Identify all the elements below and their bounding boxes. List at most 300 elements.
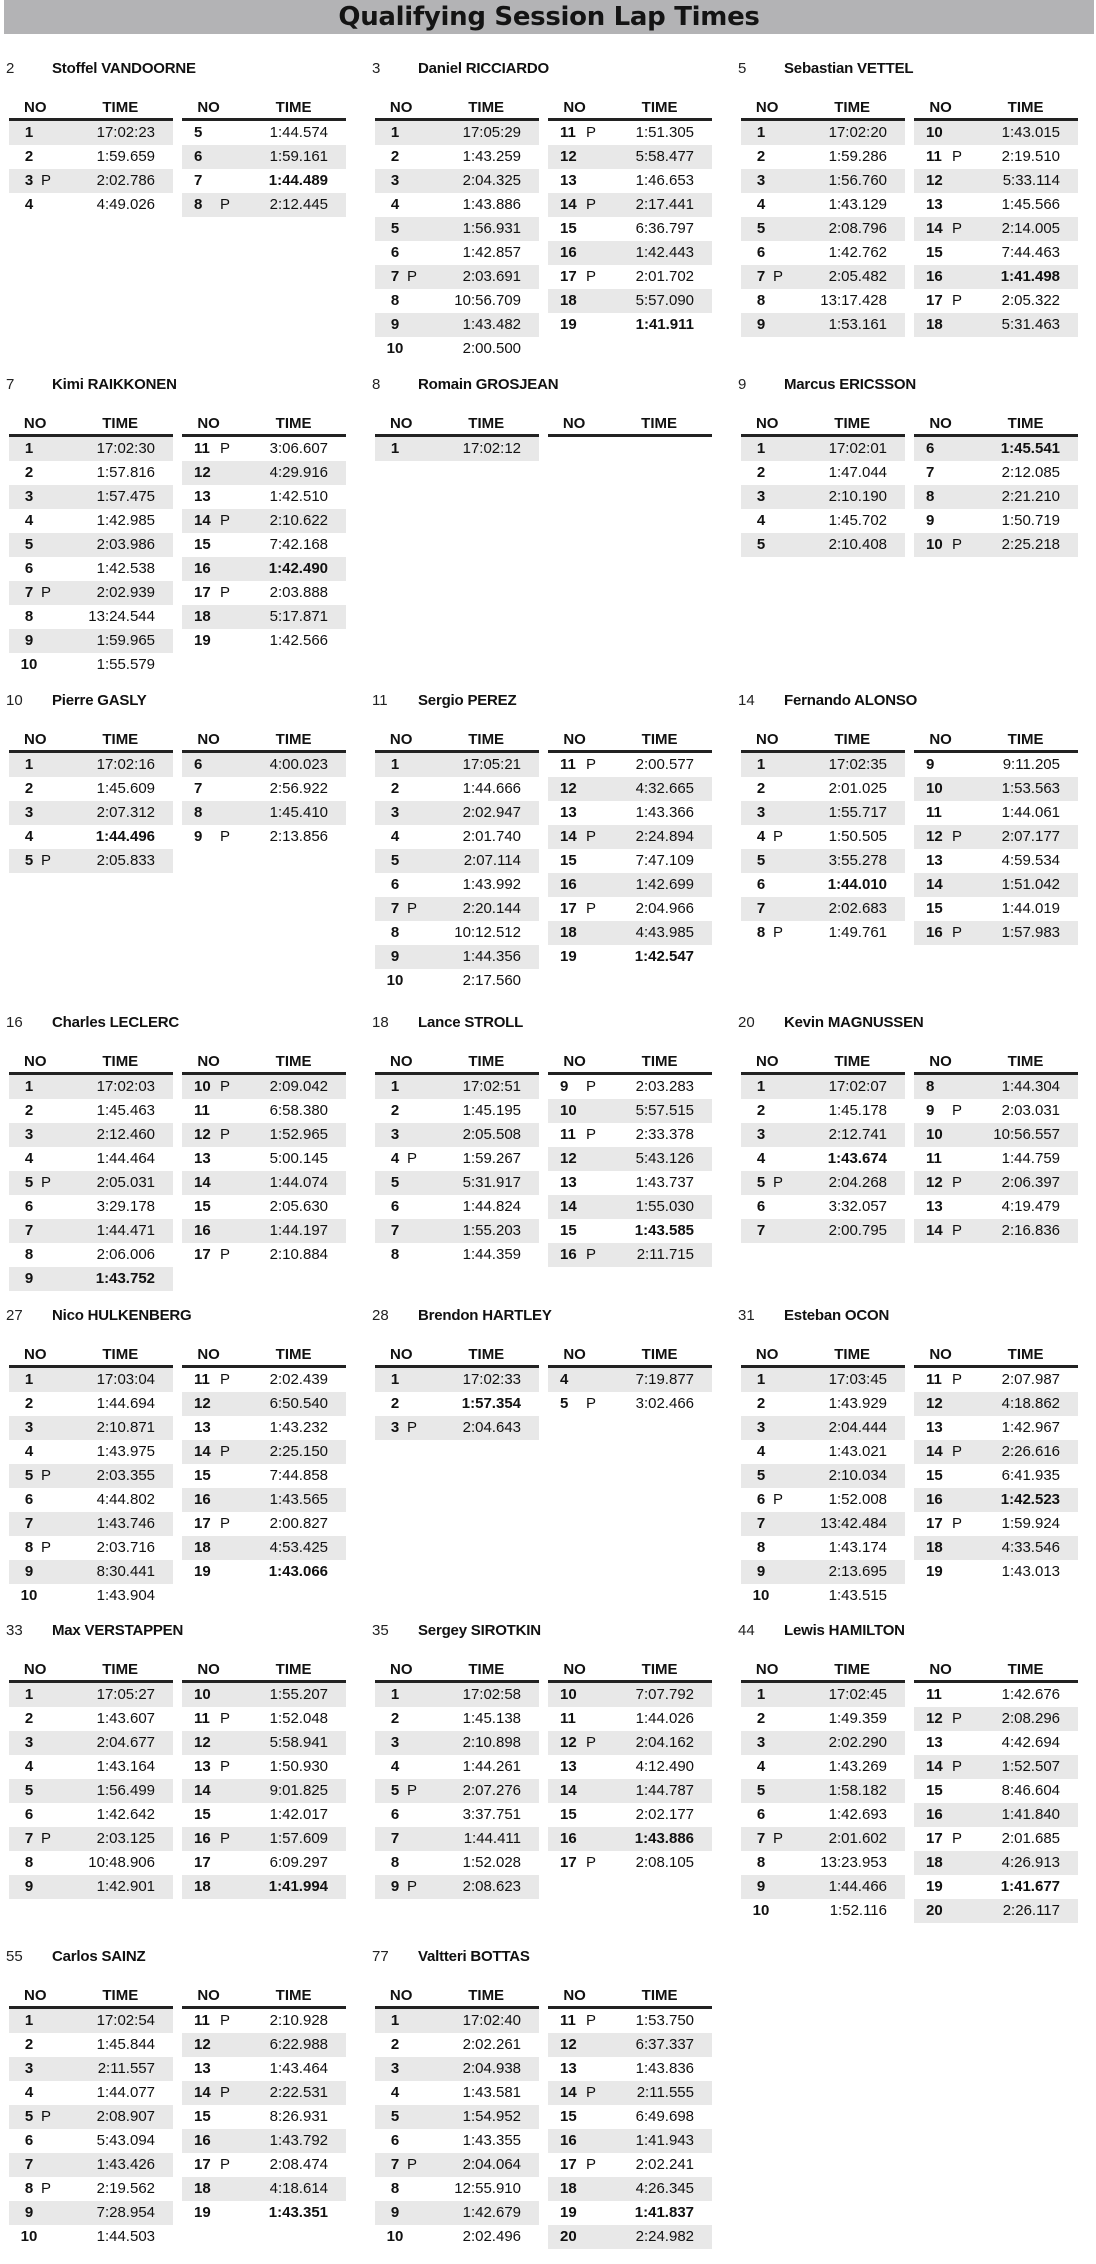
lap-row: [182, 509, 346, 533]
lap-number: 13: [560, 804, 577, 821]
pit-marker: P: [952, 1102, 963, 1119]
lap-number: 1: [390, 2012, 400, 2029]
lap-time: 1:59.267: [462, 1150, 521, 1167]
lap-time: 3:32.057: [828, 1198, 887, 1215]
lap-row: [914, 241, 1078, 265]
lap-row: [375, 436, 539, 462]
lap-row: [182, 1827, 346, 1851]
lap-time: 4:59.534: [1001, 852, 1060, 869]
lap-number: 6: [756, 244, 766, 261]
lap-number: 11: [560, 756, 576, 773]
lap-number: 10: [20, 2228, 38, 2245]
lap-number: 15: [194, 1806, 211, 1823]
lap-time: 4:19.479: [1001, 1198, 1060, 1215]
lap-time: 4:53.425: [235, 1536, 346, 1560]
lap-row: [182, 485, 346, 509]
pit-marker: P: [586, 1126, 597, 1143]
lap-table-body: [375, 1074, 539, 1268]
lap-row: [182, 533, 346, 557]
lap-row: [914, 1219, 1078, 1243]
pit-marker: P: [952, 828, 963, 845]
lap-number-cell: [375, 1707, 428, 1731]
lap-number-cell: [741, 1147, 794, 1171]
lap-row: [914, 1123, 1078, 1147]
lap-table-body: [182, 752, 346, 850]
pit-marker: P: [952, 1515, 963, 1532]
lap-number: 18: [926, 1539, 943, 1556]
lap-time: 5:57.090: [601, 289, 712, 313]
lap-number-cell: [741, 1392, 793, 1416]
lap-row: [375, 2081, 539, 2105]
lap-number-cell: [375, 1827, 428, 1851]
pit-marker: P: [773, 1491, 784, 1508]
lap-row: [182, 1707, 346, 1731]
column-header-no: NO: [914, 1658, 967, 1682]
column-header-time: TIME: [235, 1050, 346, 1074]
lap-number: 3: [24, 2060, 34, 2077]
lap-number-cell: [9, 581, 61, 605]
lap-row: [914, 1779, 1078, 1803]
lap-number-cell: [375, 2033, 427, 2057]
lap-number-cell: [182, 1074, 235, 1100]
lap-number: 5: [390, 1782, 400, 1799]
lap-time: 2:03.283: [635, 1078, 694, 1095]
lap-time: 2:11.557: [62, 2057, 173, 2081]
lap-number: 5: [24, 1467, 34, 1484]
lap-table-body: [182, 120, 346, 218]
lap-time: 6:49.698: [635, 2108, 694, 2125]
lap-row: [182, 1731, 346, 1755]
lap-table-header: [914, 1050, 1078, 1074]
lap-number-cell: [182, 2008, 235, 2034]
lap-time: 1:44.019: [1001, 900, 1060, 917]
lap-number-cell: [741, 533, 793, 557]
lap-row: [375, 2225, 539, 2249]
lap-row: [375, 1171, 539, 1195]
header-row: [182, 1984, 346, 2008]
lap-number-cell: [914, 1803, 967, 1827]
lap-time: 4:18.862: [967, 1392, 1078, 1416]
driver-name: Charles LECLERC: [52, 1014, 180, 1031]
lap-row: [9, 557, 173, 581]
lap-number: 13: [560, 1174, 577, 1191]
lap-row: [741, 1731, 905, 1755]
lap-time: 2:02.683: [794, 897, 905, 921]
lap-row: [9, 533, 173, 557]
lap-table-header: [914, 96, 1078, 120]
lap-number-cell: [375, 969, 427, 993]
lap-number: 12: [560, 148, 577, 165]
column-header-no: NO: [9, 1984, 62, 2008]
lap-number: 15: [194, 2108, 211, 2125]
lap-number: 12: [560, 2036, 577, 2053]
pit-marker: P: [586, 1734, 597, 1751]
lap-number-cell: [182, 2177, 235, 2201]
lap-number-cell: [741, 1803, 793, 1827]
lap-number: 1: [24, 2012, 34, 2029]
header-row: [182, 1343, 346, 1367]
lap-number-cell: [375, 169, 427, 193]
column-header-no: NO: [182, 728, 235, 752]
lap-row: [914, 873, 1078, 897]
lap-row: [9, 2105, 173, 2129]
lap-row: [914, 1074, 1078, 1100]
pit-marker: P: [220, 828, 231, 845]
lap-number: 14: [926, 1758, 943, 1775]
lap-number-cell: [548, 1779, 601, 1803]
lap-time: 1:44.077: [96, 2084, 155, 2101]
lap-number: 14: [560, 196, 577, 213]
lap-number: 4: [560, 1371, 569, 1388]
lap-number: 4: [756, 1758, 766, 1775]
column-header-no: NO: [375, 1658, 428, 1682]
lap-number-cell: [548, 241, 601, 265]
lap-number: 1: [756, 1686, 766, 1703]
lap-row: [375, 1803, 539, 1827]
lap-row: [914, 849, 1078, 873]
lap-time: 1:45.463: [96, 1102, 155, 1119]
lap-number-cell: [548, 1731, 601, 1755]
lap-time: 1:43.164: [96, 1758, 155, 1775]
lap-row: [914, 265, 1078, 289]
lap-number-cell: [375, 436, 427, 462]
lap-number-cell: [914, 1488, 967, 1512]
lap-number: 1: [24, 1686, 34, 1703]
lap-row: [375, 2201, 539, 2225]
lap-number: 13: [926, 1419, 943, 1436]
lap-time: 1:44.787: [601, 1779, 712, 1803]
lap-number: 3: [24, 1126, 34, 1143]
lap-table-right: [548, 1658, 712, 1875]
lap-time: 13:23.953: [820, 1854, 887, 1871]
lap-number: 17: [560, 268, 577, 285]
lap-row: [548, 2201, 712, 2225]
driver-number: 3: [372, 60, 381, 77]
lap-row: [914, 1416, 1078, 1440]
lap-time: 17:02:30: [61, 436, 173, 462]
lap-number-cell: [548, 1099, 601, 1123]
lap-number: 13: [194, 488, 211, 505]
lap-number-cell: [9, 1584, 62, 1608]
lap-number: 7: [24, 2156, 34, 2173]
column-header-no: NO: [9, 96, 62, 120]
lap-number-cell: [375, 2129, 427, 2153]
lap-time: 1:44.061: [1001, 804, 1060, 821]
lap-row: [375, 945, 539, 969]
lap-number: 16: [560, 876, 577, 893]
lap-time: 17:02:58: [428, 1682, 539, 1708]
header-row: [914, 1050, 1078, 1074]
lap-number-cell: [182, 1123, 235, 1147]
lap-time: 1:55.030: [601, 1195, 712, 1219]
lap-number-cell: [375, 289, 427, 313]
lap-number-cell: [548, 1755, 601, 1779]
column-header-no: NO: [548, 1050, 601, 1074]
lap-time: 1:42.985: [96, 512, 155, 529]
lap-row: [548, 169, 712, 193]
lap-number-cell: [375, 217, 427, 241]
lap-number-cell: [548, 193, 601, 217]
lap-time: 13:42.484: [793, 1512, 905, 1536]
driver-number: 2: [6, 60, 15, 77]
lap-number-cell: [9, 2225, 62, 2249]
lap-row: [741, 1851, 905, 1875]
lap-row: [741, 1219, 905, 1243]
lap-number-cell: [182, 120, 235, 146]
lap-number-cell: [375, 2225, 427, 2249]
lap-time: 1:44.261: [462, 1758, 521, 1775]
column-header-time: TIME: [62, 1343, 173, 1367]
lap-time: 1:42.967: [1001, 1419, 1060, 1436]
best-lap-time: 1:43.066: [268, 1563, 328, 1580]
lap-number-cell: [548, 945, 601, 969]
lap-time: 1:52.116: [829, 1902, 887, 1919]
lap-number: 8: [390, 1246, 400, 1263]
header-row: [548, 1050, 712, 1074]
lap-row: [9, 1851, 173, 1875]
lap-number-cell: [548, 873, 601, 897]
lap-time: 2:03.355: [62, 1464, 173, 1488]
lap-number: 10: [386, 972, 404, 989]
lap-number: 5: [390, 2108, 400, 2125]
lap-number-cell: [741, 217, 793, 241]
lap-row: [914, 169, 1078, 193]
pit-marker: P: [220, 440, 231, 457]
driver-number: 33: [6, 1622, 23, 1639]
lap-number-cell: [182, 1488, 235, 1512]
lap-table-body: [9, 436, 173, 678]
pit-marker: P: [952, 1174, 963, 1191]
lap-time: 2:22.531: [235, 2081, 346, 2105]
lap-table-right: [182, 412, 346, 653]
lap-number-cell: [914, 1367, 967, 1393]
lap-number: 7: [24, 1222, 34, 1239]
lap-number-cell: [914, 1707, 967, 1731]
lap-time: 17:02:40: [427, 2008, 539, 2034]
lap-number: 7: [390, 900, 400, 917]
lap-number-cell: [375, 2008, 427, 2034]
lap-table-body: [741, 1682, 905, 1924]
lap-number: 4: [24, 828, 34, 845]
lap-row: [375, 337, 539, 361]
lap-number-cell: [914, 1195, 967, 1219]
lap-row: [548, 849, 712, 873]
lap-row: [9, 2153, 173, 2177]
lap-table-header: [375, 1343, 539, 1367]
lap-time: 1:44.197: [235, 1219, 346, 1243]
lap-time: 17:03:45: [793, 1367, 905, 1393]
lap-table-header: [375, 412, 539, 436]
lap-number-cell: [182, 1851, 235, 1875]
lap-number: 4: [756, 828, 766, 845]
column-header-no: NO: [182, 1050, 235, 1074]
lap-number-cell: [914, 241, 967, 265]
lap-row: [741, 485, 905, 509]
lap-row: [741, 217, 905, 241]
lap-number-cell: [914, 1779, 967, 1803]
lap-row: [182, 461, 346, 485]
lap-number: 7: [390, 1222, 400, 1239]
lap-number: 6: [24, 1491, 34, 1508]
pit-marker: P: [407, 2156, 418, 2173]
lap-number: 2: [756, 1395, 766, 1412]
pit-marker: P: [952, 292, 963, 309]
lap-number-cell: [741, 1875, 793, 1899]
lap-row: [914, 825, 1078, 849]
lap-row: [548, 2225, 712, 2249]
lap-table-left: [375, 1343, 539, 1440]
lap-number: 9: [390, 948, 400, 965]
lap-time: 2:04.643: [428, 1416, 539, 1440]
pit-marker: P: [952, 148, 963, 165]
lap-number-cell: [548, 1195, 601, 1219]
lap-time: 1:45.566: [1001, 196, 1060, 213]
lap-row: [741, 509, 905, 533]
lap-number-cell: [741, 801, 794, 825]
column-header-time: TIME: [62, 96, 173, 120]
pit-marker: P: [220, 1710, 231, 1727]
header-row: [375, 1984, 539, 2008]
lap-row: [375, 1875, 539, 1899]
header-row: [9, 96, 173, 120]
lap-time: 7:28.954: [62, 2201, 173, 2225]
lap-time: 1:59.161: [235, 145, 346, 169]
lap-number-cell: [914, 777, 967, 801]
lap-table-left: [375, 728, 539, 993]
lap-number: 4: [756, 1443, 766, 1460]
lap-time: 17:05:21: [427, 752, 539, 778]
lap-number-cell: [9, 120, 62, 146]
lap-number-cell: [548, 313, 601, 337]
lap-row: [375, 1731, 539, 1755]
lap-table-body: [741, 436, 905, 558]
lap-number: 12: [926, 1395, 943, 1412]
lap-row: [9, 1464, 173, 1488]
lap-row: [9, 2033, 173, 2057]
lap-row: [9, 1584, 173, 1608]
lap-number: 7: [926, 464, 935, 481]
lap-row: [548, 1851, 712, 1875]
lap-row: [9, 1875, 173, 1899]
lap-number: 11: [194, 2012, 210, 2029]
lap-number: 14: [194, 512, 211, 529]
lap-number-cell: [548, 1123, 601, 1147]
lap-time: 5:31.917: [428, 1171, 539, 1195]
lap-number-cell: [741, 509, 793, 533]
lap-number-cell: [741, 1827, 793, 1851]
lap-number-cell: [914, 752, 967, 778]
lap-time: 2:05.031: [62, 1171, 173, 1195]
lap-row: [182, 777, 346, 801]
lap-number-cell: [375, 1123, 428, 1147]
column-header-time: TIME: [967, 96, 1078, 120]
lap-row: [741, 120, 905, 146]
lap-time: 1:44.464: [96, 1150, 155, 1167]
best-lap-time: 1:44.496: [95, 828, 155, 845]
header-row: [375, 412, 539, 436]
lap-number: 14: [194, 2084, 211, 2101]
lap-time: 2:10.034: [793, 1464, 905, 1488]
lap-row: [182, 1488, 346, 1512]
pit-marker: P: [220, 1078, 231, 1095]
lap-number: 9: [24, 632, 34, 649]
lap-row: [741, 1123, 905, 1147]
column-header-time: TIME: [235, 1658, 346, 1682]
lap-row: [9, 1392, 173, 1416]
lap-row: [182, 2057, 346, 2081]
lap-number-cell: [548, 1707, 601, 1731]
lap-table-header: [375, 96, 539, 120]
lap-number: 5: [24, 852, 34, 869]
lap-number: 9: [756, 1878, 766, 1895]
lap-table-body: [375, 1682, 539, 1900]
lap-table-left: [375, 96, 539, 361]
lap-number-cell: [182, 1875, 235, 1899]
lap-number-cell: [9, 849, 62, 873]
lap-number: 8: [24, 1854, 34, 1871]
lap-number-cell: [9, 1099, 62, 1123]
lap-number: 12: [194, 1126, 211, 1143]
pit-marker: P: [586, 196, 597, 213]
column-header-no: NO: [741, 1658, 793, 1682]
lap-number: 13: [926, 1198, 943, 1215]
lap-time: 2:17.560: [462, 972, 521, 989]
lap-row: [548, 801, 712, 825]
lap-number: 2: [390, 1102, 400, 1119]
lap-table-left: [375, 1658, 539, 1899]
pit-marker: P: [586, 828, 597, 845]
pit-marker: P: [41, 172, 52, 189]
column-header-time: TIME: [793, 1343, 905, 1367]
pit-marker: P: [407, 1782, 418, 1799]
pit-marker: P: [773, 828, 784, 845]
column-header-no: NO: [741, 96, 793, 120]
lap-number-cell: [9, 825, 62, 849]
lap-table-left: [9, 1658, 173, 1899]
lap-time: 2:12.445: [235, 193, 346, 217]
lap-number: 1: [390, 756, 400, 773]
lap-number: 3: [756, 1419, 766, 1436]
lap-row: [375, 873, 539, 897]
lap-time: 1:43.232: [269, 1419, 328, 1436]
lap-time: 2:05.508: [428, 1123, 539, 1147]
lap-row: [9, 2201, 173, 2225]
lap-row: [9, 2057, 173, 2081]
lap-number: 2: [24, 148, 34, 165]
lap-table-body: [914, 436, 1078, 558]
lap-number: 19: [926, 1878, 943, 1895]
lap-time: 2:08.105: [635, 1854, 694, 1871]
lap-row: [9, 1171, 173, 1195]
column-header-time: TIME: [793, 412, 905, 436]
lap-time: 1:43.886: [462, 196, 521, 213]
lap-number-cell: [914, 289, 967, 313]
lap-number-cell: [9, 2081, 62, 2105]
lap-number-cell: [741, 873, 794, 897]
lap-time: 2:05.482: [793, 265, 905, 289]
lap-row: [914, 1875, 1078, 1899]
lap-time: 1:42.566: [269, 632, 328, 649]
lap-table-header: [182, 1343, 346, 1367]
lap-number-cell: [914, 120, 967, 146]
lap-row: [375, 2177, 539, 2201]
lap-number: 2: [24, 780, 34, 797]
lap-number-cell: [548, 2177, 601, 2201]
lap-row: [9, 1243, 173, 1267]
lap-row: [182, 1123, 346, 1147]
lap-row: [182, 2033, 346, 2057]
lap-time: 6:58.380: [269, 1102, 328, 1119]
